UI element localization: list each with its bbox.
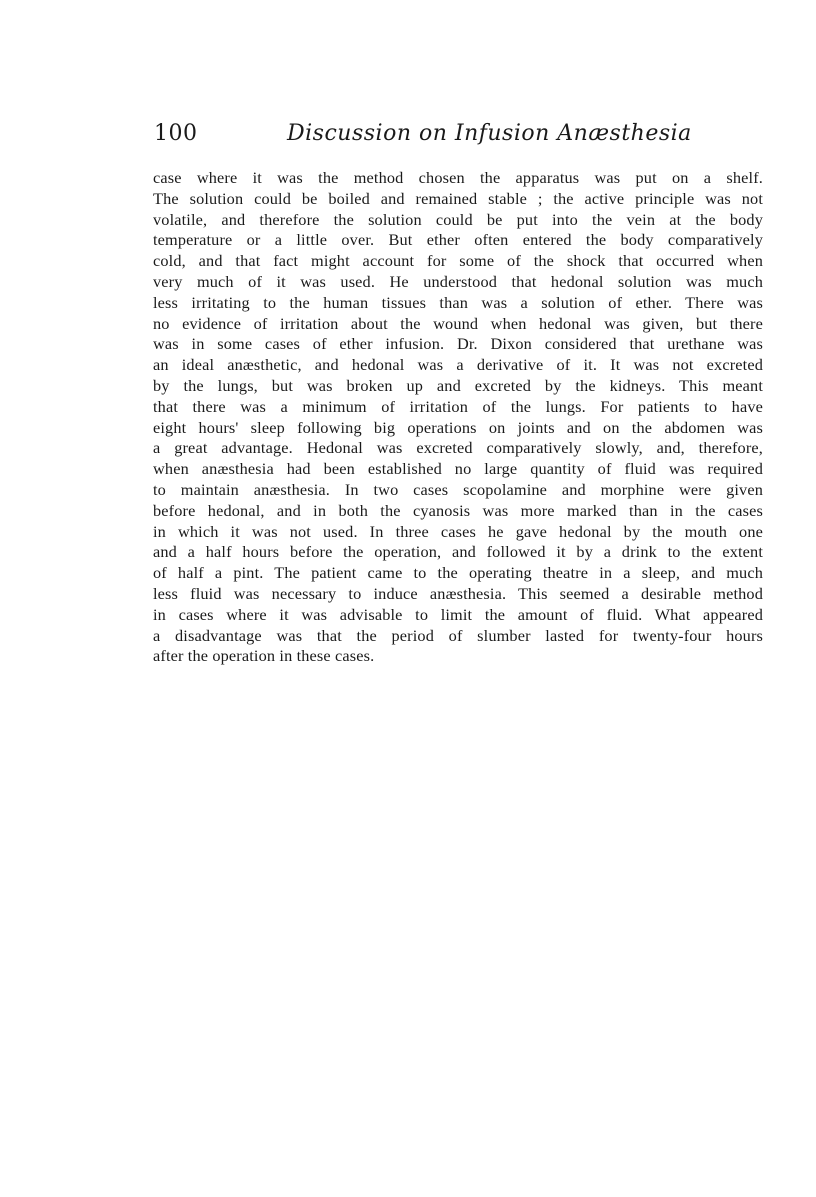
text-line: volatile, and therefore the solution could be put into the vein at the body <box>153 209 763 229</box>
text-line: eight hours' sleep following big operations on joints and on the abdomen was <box>153 417 763 437</box>
text-line: an ideal anæsthetic, and hedonal was a derivative of it. It was not excreted <box>153 355 763 375</box>
body-paragraph <box>153 168 763 667</box>
text-line: a great advantage. Hedonal was excreted comparatively slowly, and, therefore, <box>153 438 763 458</box>
running-title: Discussion on Infusion Anæsthesia <box>287 121 692 146</box>
text-line: in which it was not used. In three cases he gave hedonal by the mouth one <box>153 521 763 541</box>
text-line: no evidence of irritation about the wound when hedonal was given, but there <box>153 313 763 333</box>
text-line: case where it was the method chosen the apparatus was put on a shelf. <box>153 168 763 187</box>
text-line: by the lungs, but was broken up and excreted by the kidneys. This meant <box>153 375 763 395</box>
text-line: that there was a minimum of irritation of the lungs. For patients to have <box>153 396 763 416</box>
text-line: before hedonal, and in both the cyanosis was more marked than in the cases <box>153 500 763 520</box>
text-line: after the operation in these cases. <box>153 646 375 666</box>
text-line: and a half hours before the operation, and followed it by a drink to the extent <box>153 542 763 562</box>
page-number: 100 <box>154 121 198 146</box>
text-line: less fluid was necessary to induce anæsthesia. This seemed a desirable method <box>153 583 763 603</box>
text-line: a disadvantage was that the period of slumber lasted for twenty-four hours <box>153 625 763 645</box>
text-line: was in some cases of ether infusion. Dr. Dixon considered that urethane was <box>153 334 763 354</box>
text-line: of half a pint. The patient came to the operating theatre in a sleep, and much <box>153 563 763 583</box>
text-line: very much of it was used. He understood that hedonal solution was much <box>153 271 763 291</box>
text-line: cold, and that fact might account for some of the shock that occurred when <box>153 251 763 271</box>
text-line: in cases where it was advisable to limit the amount of fluid. What appeared <box>153 604 763 624</box>
text-line: temperature or a little over. But ether often entered the body comparatively <box>153 230 763 250</box>
text-line: The solution could be boiled and remained stable ; the active principle was not <box>153 188 763 208</box>
text-line: less irritating to the human tissues than was a solution of ether. There was <box>153 292 763 312</box>
text-line: when anæsthesia had been established no large quantity of fluid was required <box>153 459 763 479</box>
text-line: to maintain anæsthesia. In two cases scopolamine and morphine were given <box>153 479 763 499</box>
